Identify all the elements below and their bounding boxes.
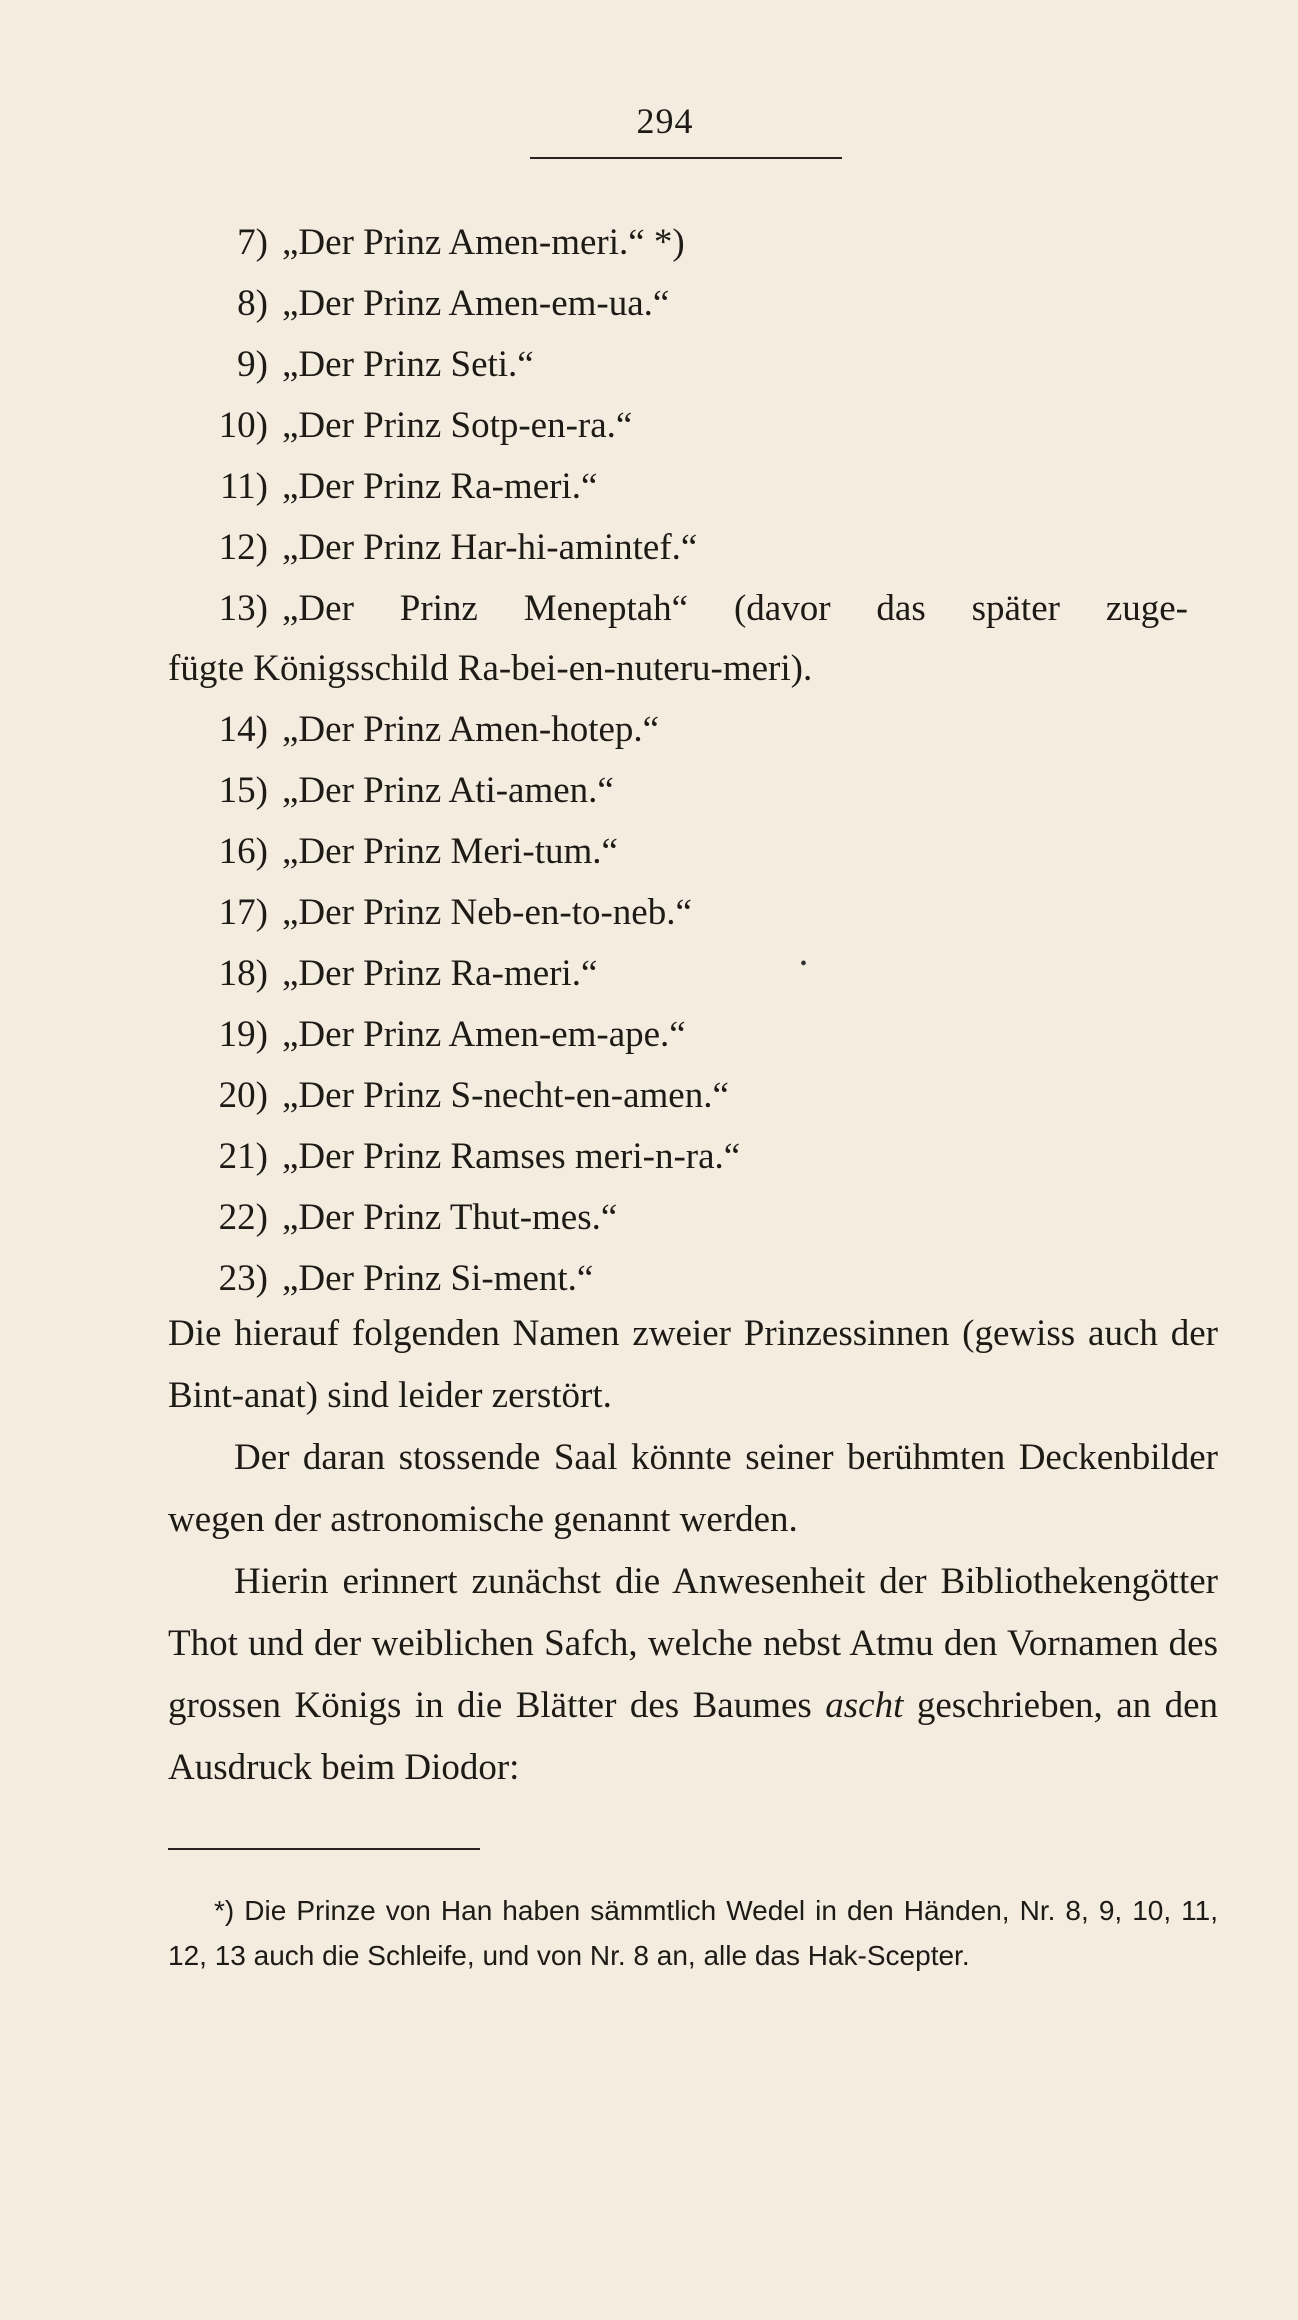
footnote-text: Die Prinze von Han haben sämmtlich Wedel in den Händen, Nr. 8, 9, 10, 11, 12, 13 auch die Schleife, und von Nr. 8 an, alle das Hak-Scepter. <box>168 1895 1219 1971</box>
item-number: 23) <box>218 1258 268 1299</box>
paragraph-3-end: geschrieben, an den Ausdruck beim Diodor: <box>168 1685 1219 1788</box>
italic-word: ascht <box>825 1685 904 1726</box>
list-item <box>168 1187 1218 1248</box>
item-text: „Der Prinz Har-hi-amintef.“ <box>282 527 698 568</box>
paragraph-2: Der daran stossende Saal könnte seiner berühmten Deckenbilder wegen der astronomische genannt werden. <box>168 1437 1218 1540</box>
list-item <box>168 1065 1218 1126</box>
list-item <box>168 699 1218 760</box>
item-number: 12) <box>218 527 268 568</box>
list-item <box>168 1004 1218 1065</box>
item-text: „Der Prinz Amen-em-ua.“ <box>282 283 670 324</box>
list-item <box>168 760 1218 821</box>
list-item <box>168 1126 1218 1187</box>
item-text: „Der Prinz Amen-meri.“ *) <box>282 222 685 263</box>
item-text: „Der Prinz Seti.“ <box>282 344 534 385</box>
item-text: „Der Prinz Ra-meri.“ <box>282 953 598 994</box>
item-number: 7) <box>237 222 268 263</box>
item-text-line-1: „Der Prinz Meneptah“ (davor das später zuge- <box>282 588 1188 629</box>
footnote-mark: *) <box>214 1895 235 1926</box>
item-number: 11) <box>220 466 268 507</box>
item-number: 19) <box>218 1014 268 1055</box>
header-rule <box>530 157 842 159</box>
list-item <box>168 943 1218 1004</box>
item-number: 16) <box>218 831 268 872</box>
prince-list <box>168 212 1218 1309</box>
item-number: 13) <box>218 588 268 629</box>
list-item <box>168 821 1218 882</box>
body-text <box>168 1303 1218 1799</box>
item-number: 22) <box>218 1197 268 1238</box>
page-number: 294 <box>636 101 694 141</box>
list-item <box>168 1248 1218 1309</box>
list-item <box>168 395 1218 456</box>
list-item-13 <box>168 578 1218 639</box>
item-text: „Der Prinz Meri-tum.“ <box>282 831 618 872</box>
footnote-rule <box>168 1848 480 1850</box>
item-number: 15) <box>218 770 268 811</box>
item-text: „Der Prinz Neb-en-to-neb.“ <box>282 892 692 933</box>
paragraph-3 <box>168 1551 1218 1799</box>
item-text: „Der Prinz Ra-meri.“ <box>282 466 598 507</box>
item-text: „Der Prinz Ati-amen.“ <box>282 770 614 811</box>
item-number: 20) <box>218 1075 268 1116</box>
list-item <box>168 334 1218 395</box>
item-text: „Der Prinz Ramses meri-n-ra.“ <box>282 1136 741 1177</box>
stray-mark: • <box>800 953 808 975</box>
item-text: „Der Prinz Amen-hotep.“ <box>282 709 660 750</box>
item-text-line-2: fügte Königsschild Ra-bei-en-nuteru-meri). <box>168 648 813 689</box>
item-number: 10) <box>218 405 268 446</box>
paragraph-3-start: Hierin erinnert zunächst die Anwesenheit der Bibliothekengötter Thot und der weiblichen Safch, welche nebst Atmu den Vornamen des grossen Königs in die Blätter des Baumes <box>168 1561 1218 1726</box>
item-text: „Der Prinz S-necht-en-amen.“ <box>282 1075 729 1116</box>
item-number: 14) <box>218 709 268 750</box>
item-text: „Der Prinz Si-ment.“ <box>282 1258 594 1299</box>
list-item <box>168 517 1218 578</box>
list-item <box>168 273 1218 334</box>
list-item <box>168 212 1218 273</box>
item-number: 17) <box>218 892 268 933</box>
item-number: 9) <box>237 344 268 385</box>
footnote <box>168 1888 1218 1978</box>
list-item <box>168 456 1218 517</box>
item-text: „Der Prinz Amen-em-ape.“ <box>282 1014 686 1055</box>
paragraph-1: Die hierauf folgenden Namen zweier Prinzessinnen (gewiss auch der Bint-anat) sind leider zerstört. <box>168 1313 1218 1416</box>
item-number: 18) <box>218 953 268 994</box>
list-item <box>168 882 1218 943</box>
item-number: 8) <box>237 283 268 324</box>
item-number: 21) <box>218 1136 268 1177</box>
item-text: „Der Prinz Sotp-en-ra.“ <box>282 405 633 446</box>
item-text: „Der Prinz Thut-mes.“ <box>282 1197 618 1238</box>
